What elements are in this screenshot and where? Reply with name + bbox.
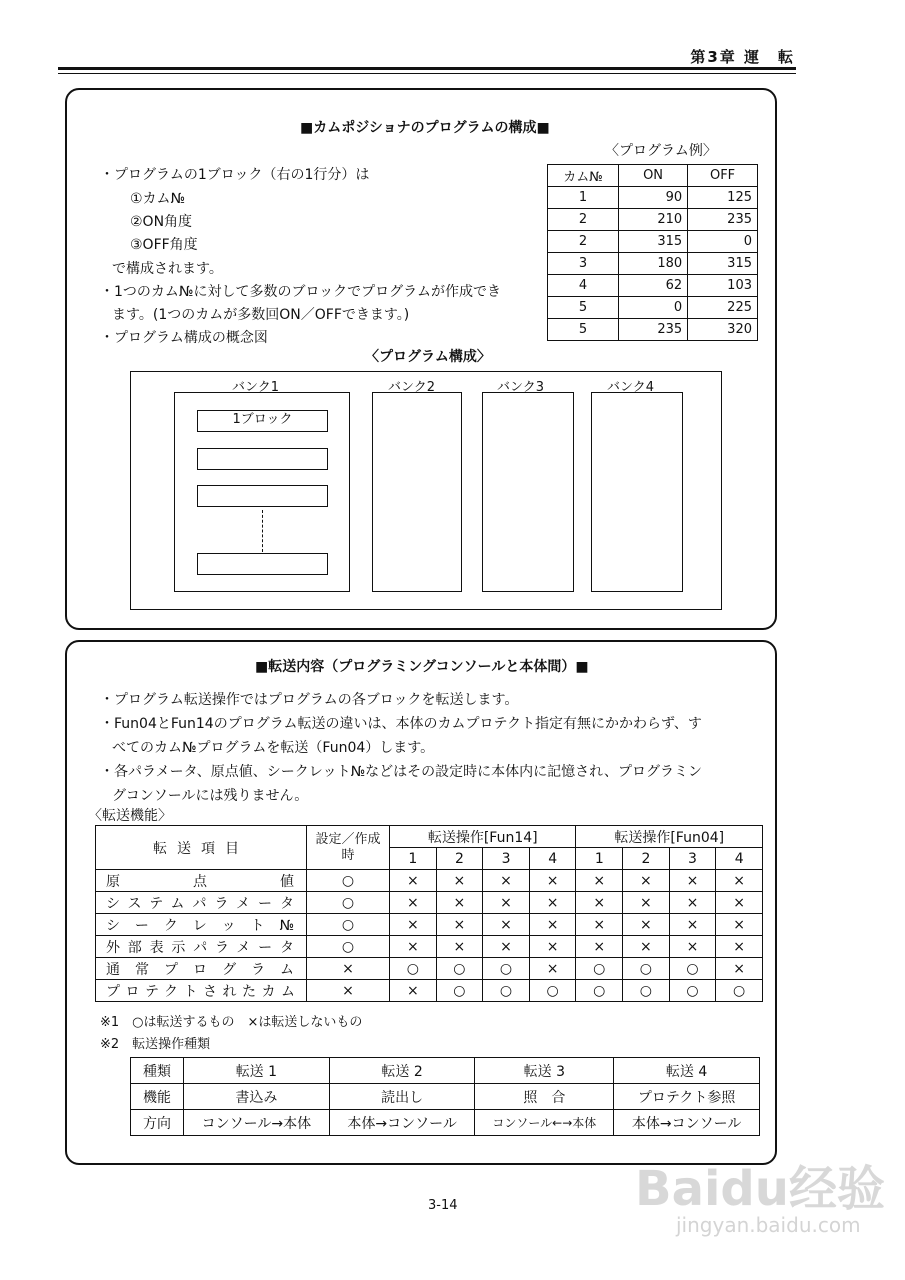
cell: 125 [688,187,758,209]
table-row [96,870,763,892]
bank-label-4: バンク4 [607,380,655,395]
cell: × [390,914,437,936]
cell: 読出し [329,1084,475,1110]
block-2 [197,448,328,470]
cell: 180 [619,253,688,275]
row-item: 原点値 [96,870,307,892]
cell: コンソール←→本体 [475,1110,614,1136]
row-item: 外部表示パラメータ [96,936,307,958]
cell: ○ [623,958,670,980]
row-item: 通常プログラム [96,958,307,980]
diagram-intro-line: ・プログラム構成の概念図 [100,330,268,346]
cell: 0 [619,297,688,319]
cell: × [529,892,576,914]
example-caption: 〈プログラム例〉 [605,143,717,159]
bank-label-2: バンク2 [388,380,436,395]
cell: × [390,936,437,958]
cell: × [529,958,576,980]
cell: 転送 2 [329,1058,475,1084]
cell: × [307,958,390,980]
page-number: 3-14 [428,1198,458,1213]
continuation-line [262,510,263,552]
watermark-url: jingyan.baidu.com [676,1213,861,1237]
transfer-function-table [95,825,763,1002]
cell: × [307,980,390,1002]
cell: ○ [576,980,623,1002]
cell: × [390,892,437,914]
cell: × [623,936,670,958]
section2-title: ■転送内容（プログラミングコンソールと本体間）■ [255,659,589,675]
table-row [548,297,758,319]
cell: 315 [688,253,758,275]
transfer-line-5: グコンソールには残りません。 [112,788,309,804]
table-row [131,1084,760,1110]
cell: 4 [548,275,619,297]
header-num: 2 [436,848,483,870]
cell: 235 [619,319,688,341]
cell: 3 [548,253,619,275]
cell: × [716,870,763,892]
cell: 転送 4 [614,1058,760,1084]
cell: × [669,892,716,914]
cell: × [390,870,437,892]
transfer-type-table [130,1057,760,1136]
header-rule-thin [58,73,796,74]
item-cam-no: ①カム№ [130,191,186,207]
transfer-line-4: ・各パラメータ、原点値、シークレット№などはその設定時に本体内に記憶され、プログラミン [100,764,702,780]
cell: ○ [716,980,763,1002]
cell: × [436,914,483,936]
cell: × [529,914,576,936]
cell: ○ [307,870,390,892]
diagram-caption: 〈プログラム構成〉 [365,349,491,365]
cell: × [716,936,763,958]
table-row [131,1110,760,1136]
row-item: システムパラメータ [96,892,307,914]
multi-block-line: ・1つのカム№に対して多数のブロックでプログラムが作成でき [100,284,502,300]
intro-line: ・プログラムの1ブロック（右の1行分）は [100,167,370,183]
table-header-row [96,826,763,848]
table-row [548,187,758,209]
header-num: 4 [716,848,763,870]
cell: × [390,980,437,1002]
note-1: ※1 ○は転送するもの ×は転送しないもの [100,1015,363,1030]
table-row [96,958,763,980]
cell: 320 [688,319,758,341]
row-item: シークレット№ [96,914,307,936]
example-program-table [547,164,758,341]
cell: × [436,892,483,914]
cell: ○ [669,980,716,1002]
cell: 103 [688,275,758,297]
cell: × [483,914,530,936]
cell: × [669,870,716,892]
cell: 1 [548,187,619,209]
cell: 転送 1 [184,1058,330,1084]
compose-line: で構成されます。 [112,261,223,277]
cell: ○ [436,980,483,1002]
block-3 [197,485,328,507]
cell: × [483,936,530,958]
header-on: ON [619,165,688,187]
bank-label-3: バンク3 [497,380,545,395]
cell: 照 合 [475,1084,614,1110]
header-num: 2 [623,848,670,870]
cell: × [623,892,670,914]
table-row [96,914,763,936]
cell: ○ [390,958,437,980]
table-row [131,1058,760,1084]
cell: 2 [548,231,619,253]
cell: × [576,870,623,892]
cell: コンソール→本体 [184,1110,330,1136]
transfer-function-caption: 〈転送機能〉 [88,808,172,824]
cell: プロテクト参照 [614,1084,760,1110]
header-num: 3 [669,848,716,870]
cell: 転送 3 [475,1058,614,1084]
header-off: OFF [688,165,758,187]
cell: ○ [483,958,530,980]
header-num: 1 [576,848,623,870]
table-row [548,319,758,341]
cell: × [529,936,576,958]
cell: × [576,892,623,914]
row-item: プロテクトされたカム [96,980,307,1002]
cell: ○ [623,980,670,1002]
table-row [548,231,758,253]
bank-box-2 [372,392,462,592]
note-2: ※2 転送操作種類 [100,1037,211,1052]
cell: × [529,870,576,892]
header-num: 3 [483,848,530,870]
item-off-angle: ③OFF角度 [130,237,198,253]
block-last [197,553,328,575]
transfer-line-1: ・プログラム転送操作ではプログラムの各ブロックを転送します。 [100,692,519,708]
cell: × [483,870,530,892]
transfer-line-3: べてのカム№プログラムを転送（Fun04）します。 [112,740,435,756]
bank-box-4 [591,392,683,592]
cell: 210 [619,209,688,231]
table-row [96,980,763,1002]
cell: 62 [619,275,688,297]
cell: × [669,914,716,936]
block-1: 1ブロック [197,410,328,432]
cell: ○ [483,980,530,1002]
section1-title: ■カムポジショナのプログラムの構成■ [300,120,550,136]
cell: 235 [688,209,758,231]
bank-box-3 [482,392,574,592]
cell: × [576,914,623,936]
cell: × [623,914,670,936]
row-label: 方向 [131,1110,184,1136]
row-label: 種類 [131,1058,184,1084]
cell: × [716,892,763,914]
cell: 225 [688,297,758,319]
header-fun04: 転送操作[Fun04] [576,826,763,848]
transfer-line-2: ・Fun04とFun14のプログラム転送の違いは、本体のカムプロテクト指定有無にかかわらず、す [100,716,702,732]
header-item: 転送項目 [96,826,307,870]
cell: ○ [576,958,623,980]
table-header-row [548,165,758,187]
cell: ○ [307,936,390,958]
cell: × [669,936,716,958]
cell: ○ [669,958,716,980]
cell: × [623,870,670,892]
cell: 書込み [184,1084,330,1110]
cell: × [716,914,763,936]
cell: 5 [548,319,619,341]
cell: 315 [619,231,688,253]
cell: × [436,936,483,958]
cell: 90 [619,187,688,209]
cell: ○ [436,958,483,980]
cell: × [716,958,763,980]
table-row [548,275,758,297]
table-row [548,253,758,275]
header-num: 1 [390,848,437,870]
table-row [548,209,758,231]
cell: 5 [548,297,619,319]
row-label: 機能 [131,1084,184,1110]
cell: ○ [529,980,576,1002]
cell: × [576,936,623,958]
table-row [96,936,763,958]
cell: 本体→コンソール [614,1110,760,1136]
bank-label-1: バンク1 [232,380,280,395]
cell: 2 [548,209,619,231]
cell: 本体→コンソール [329,1110,475,1136]
cell: 0 [688,231,758,253]
cell: × [483,892,530,914]
item-on-angle: ②ON角度 [130,214,193,230]
header-num: 4 [529,848,576,870]
chapter-header: 第3章 運 転 [690,48,795,66]
cell: × [436,870,483,892]
watermark-logo: Baidu经验 [635,1161,885,1217]
header-fun14: 転送操作[Fun14] [390,826,576,848]
header-cam-no: カム№ [548,165,619,187]
multi-block-line-2: ます。(1つのカムが多数回ON／OFFできます。) [112,307,410,323]
cell: ○ [307,892,390,914]
cell: ○ [307,914,390,936]
header-rule [58,67,796,70]
header-setting: 設定／作成時 [307,826,390,870]
table-row [96,892,763,914]
